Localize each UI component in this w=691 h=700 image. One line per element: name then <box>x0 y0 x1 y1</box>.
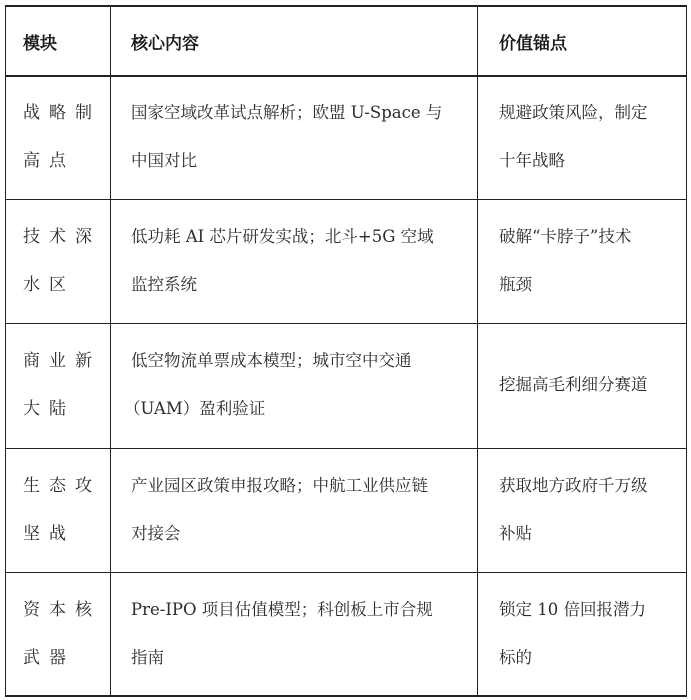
content-line: 对接会 <box>131 524 181 543</box>
value-line: 标的 <box>499 648 532 667</box>
table-row-5-value <box>499 586 646 682</box>
table-top-border <box>5 5 687 7</box>
value-line: 获取地方政府千万级 <box>499 476 648 495</box>
value-line: 补贴 <box>499 524 532 543</box>
table-right-border <box>686 5 687 697</box>
row-divider <box>5 572 687 573</box>
table-row-1-content <box>131 89 442 185</box>
content-line: 产业园区政策申报攻略；中航工业供应链 <box>131 476 428 495</box>
table-row-2-module <box>23 213 101 309</box>
table-bottom-border <box>5 695 687 697</box>
table-row-4-content <box>131 462 428 558</box>
table-row-1-module <box>23 89 101 185</box>
value-line: 规避政策风险，制定 <box>499 103 648 122</box>
value-line: 锁定 10 倍回报潜力 <box>499 600 646 619</box>
header-value: 价值锚点 <box>499 34 567 54</box>
row-divider <box>5 199 687 200</box>
module-line: 武器 <box>23 648 75 668</box>
column-divider <box>477 5 478 697</box>
column-divider <box>110 5 111 697</box>
header-bottom-border <box>5 75 687 77</box>
row-divider <box>5 323 687 324</box>
content-line: 国家空域改革试点解析；欧盟 U-Space 与 <box>131 103 443 122</box>
value-line: 破解“卡脖子”技术 <box>499 227 632 246</box>
module-line: 大陆 <box>23 399 75 419</box>
content-line: 低空物流单票成本模型；城市空中交通 <box>131 351 412 370</box>
module-table <box>5 5 687 697</box>
content-line: Pre-IPO 项目估值模型；科创板上市合规 <box>131 600 433 619</box>
content-line: 指南 <box>131 648 164 667</box>
table-row-5-module <box>23 586 101 682</box>
table-row-2-value <box>499 213 631 309</box>
module-line: 资本核 <box>23 600 101 620</box>
table-row-5-content <box>131 586 433 682</box>
header-module: 模块 <box>23 34 57 54</box>
value-line: 十年战略 <box>499 151 565 170</box>
content-line: 低功耗 AI 芯片研发实战；北斗+5G 空域 <box>131 227 434 246</box>
table-left-border <box>5 5 6 697</box>
module-line: 坚战 <box>23 524 75 544</box>
table-row-1-value <box>499 89 648 185</box>
content-line: 监控系统 <box>131 275 197 294</box>
content-line: （UAM）盈利验证 <box>124 399 266 418</box>
module-line: 商业新 <box>23 351 101 371</box>
table-row-3-value <box>499 361 648 409</box>
table-row-2-content <box>131 213 434 309</box>
module-line: 高点 <box>23 151 75 171</box>
table-row-3-module <box>23 337 101 433</box>
value-line: 瓶颈 <box>499 275 532 294</box>
module-line: 水区 <box>23 275 75 295</box>
row-divider <box>5 448 687 449</box>
module-line: 技术深 <box>23 227 101 247</box>
header-content: 核心内容 <box>131 34 199 54</box>
module-line: 生态攻 <box>23 476 101 496</box>
value-line: 挖掘高毛利细分赛道 <box>499 375 648 394</box>
table-row-4-value <box>499 462 648 558</box>
content-line: 中国对比 <box>131 151 197 170</box>
table-row-4-module <box>23 462 101 558</box>
module-line: 战略制 <box>23 103 101 123</box>
table-row-3-content <box>124 337 412 433</box>
